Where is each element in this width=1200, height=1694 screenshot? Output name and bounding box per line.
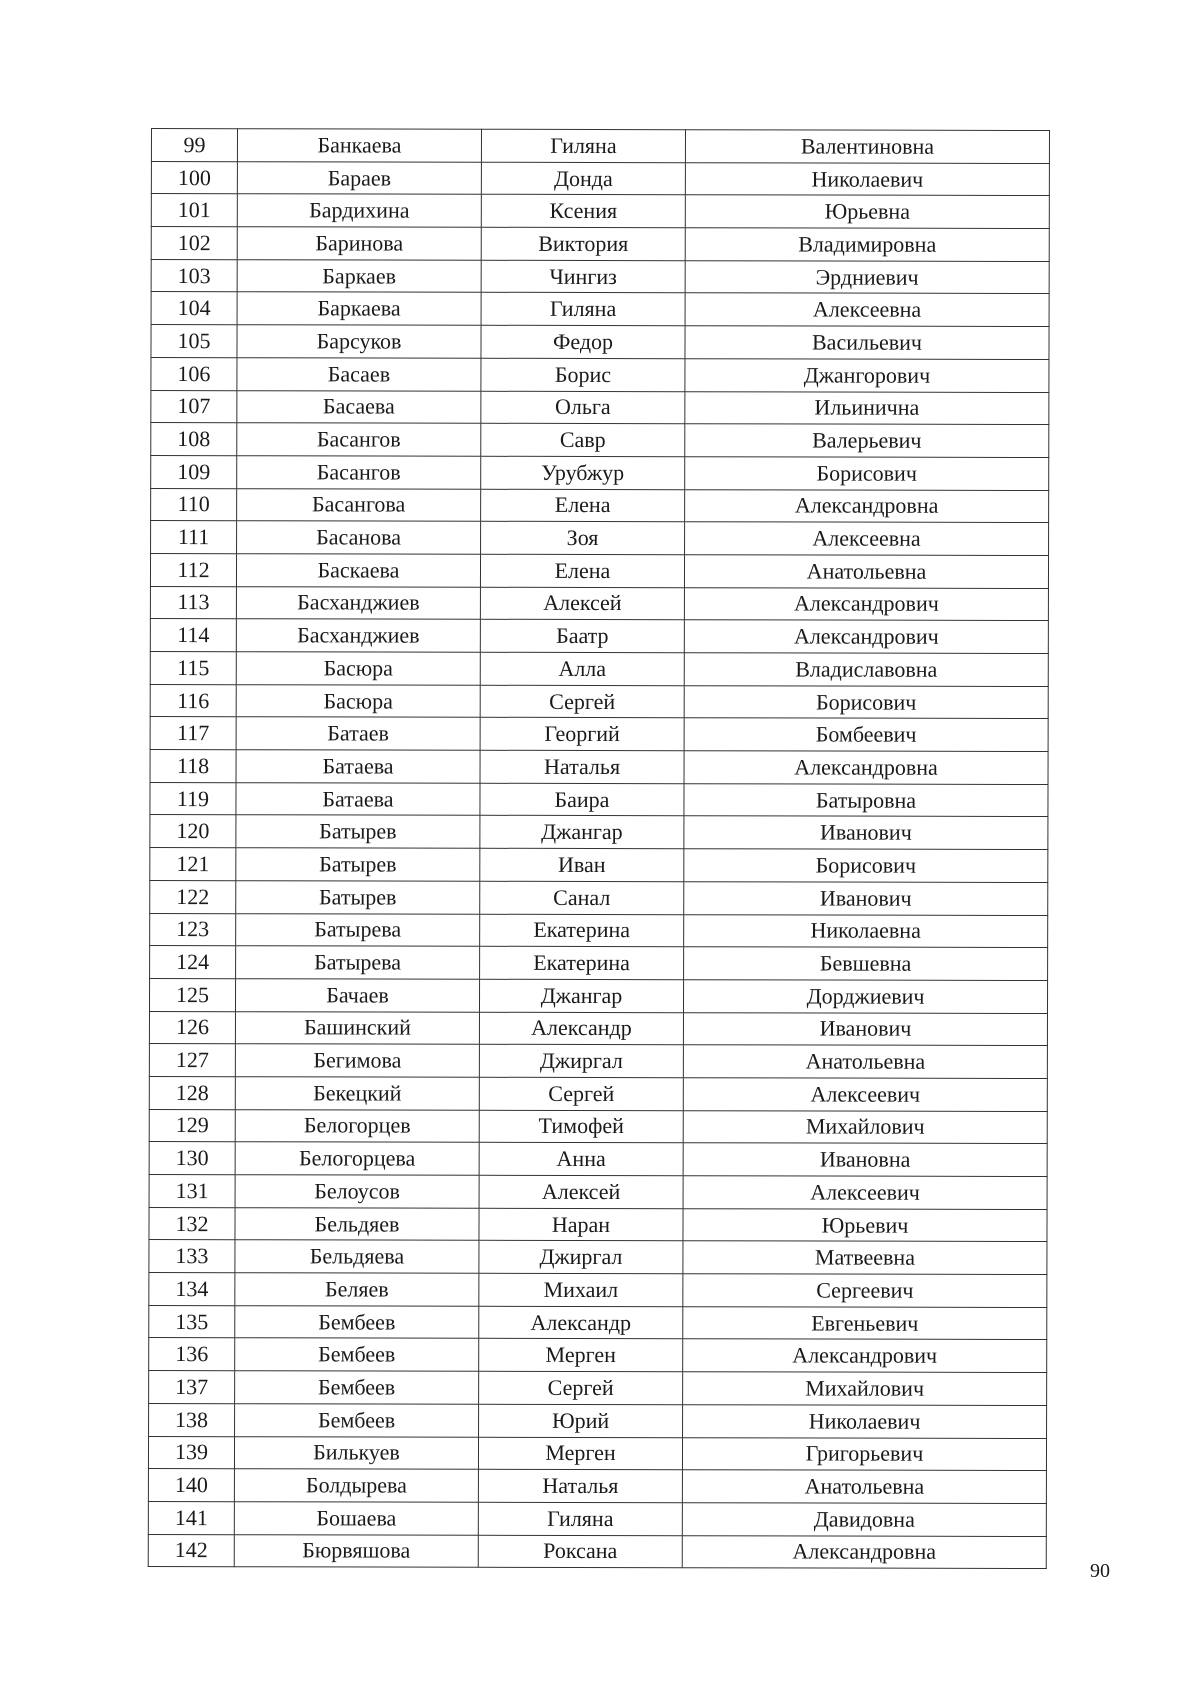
row-number-cell: 137 [149,1371,235,1404]
patronymic-cell: Сергеевич [683,1274,1047,1308]
row-number-cell: 110 [151,488,237,521]
patronymic-cell: Иванович [684,816,1048,850]
patronymic-cell: Владиславовна [684,653,1048,687]
last-name-cell: Басаева [237,390,481,423]
row-number-cell: 114 [150,619,236,652]
patronymic-cell: Джангорович [685,359,1049,393]
row-number-cell: 99 [151,129,237,162]
patronymic-cell: Владимировна [685,228,1049,262]
last-name-cell: Бембеев [235,1371,479,1404]
table-row [148,1534,1046,1569]
first-name-cell: Сергей [479,1371,683,1404]
first-name-cell: Борис [481,358,685,391]
last-name-cell: Беляев [235,1273,479,1306]
patronymic-cell: Батыровна [684,783,1048,817]
patronymic-cell: Бомбеевич [684,718,1048,752]
first-name-cell: Гиляна [481,129,685,162]
last-name-cell: Билькуев [234,1436,478,1469]
last-name-cell: Баскаева [236,554,480,587]
last-name-cell: Баркаева [237,292,481,325]
patronymic-cell: Анатольевна [683,1045,1047,1079]
last-name-cell: Бачаев [235,979,479,1012]
last-name-cell: Баринова [237,227,481,260]
table-row [148,1436,1046,1471]
last-name-cell: Белогорцева [235,1142,479,1175]
patronymic-cell: Алексеевич [683,1078,1047,1112]
table-row [148,1469,1046,1504]
patronymic-cell: Николаевич [685,162,1049,196]
table-row [150,848,1048,883]
first-name-cell: Санал [480,881,684,914]
row-number-cell: 119 [150,782,236,815]
patronymic-cell: Ильинична [685,391,1049,425]
row-number-cell: 129 [149,1109,235,1142]
row-number-cell: 103 [151,259,237,292]
patronymic-cell: Александрович [684,620,1048,654]
last-name-cell: Басангов [237,423,481,456]
first-name-cell: Баира [480,783,684,816]
first-name-cell: Наталья [478,1469,682,1502]
row-number-cell: 138 [149,1403,235,1436]
row-number-cell: 108 [151,423,237,456]
last-name-cell: Бегимова [235,1044,479,1077]
last-name-cell: Батаева [236,782,480,815]
first-name-cell: Мерген [478,1437,682,1470]
first-name-cell: Федор [481,325,685,358]
last-name-cell: Басханджиев [236,619,480,652]
row-number-cell: 117 [150,717,236,750]
last-name-cell: Бардихина [237,194,481,227]
patronymic-cell: Алексеевна [685,522,1049,556]
page-number: 90 [1090,1560,1110,1582]
first-name-cell: Елена [480,554,684,587]
first-name-cell: Роксана [478,1535,682,1568]
table-row [151,521,1049,556]
patronymic-cell: Александровна [685,489,1049,523]
table-row [151,423,1049,458]
last-name-cell: Бекецкий [235,1077,479,1110]
patronymic-cell: Юрьевна [685,195,1049,229]
table-row [149,1338,1047,1373]
last-name-cell: Бюрвяшова [234,1534,478,1567]
patronymic-cell: Борисович [684,849,1048,883]
first-name-cell: Мерген [479,1339,683,1372]
first-name-cell: Александр [479,1306,683,1339]
patronymic-cell: Алексеевич [683,1176,1047,1210]
last-name-cell: Басаев [237,358,481,391]
first-name-cell: Гиляна [478,1502,682,1535]
table-row [150,717,1048,752]
row-number-cell: 133 [149,1240,235,1273]
last-name-cell: Басанова [237,521,481,554]
row-number-cell: 113 [150,586,236,619]
table-row [150,815,1048,850]
table-row [151,259,1049,294]
last-name-cell: Батырева [236,946,480,979]
patronymic-cell: Григорьевич [682,1437,1046,1471]
patronymic-cell: Александровна [682,1535,1046,1569]
patronymic-cell: Дорджиевич [683,980,1047,1014]
patronymic-cell: Михайлович [683,1110,1047,1144]
first-name-cell: Алла [480,652,684,685]
first-name-cell: Баатр [480,620,684,653]
first-name-cell: Джангар [479,979,683,1012]
row-number-cell: 118 [150,750,236,783]
last-name-cell: Банкаева [237,129,481,162]
last-name-cell: Баркаев [237,259,481,292]
row-number-cell: 116 [150,684,236,717]
first-name-cell: Ольга [481,391,685,424]
table-row [150,619,1048,654]
patronymic-cell: Николаевич [683,1405,1047,1439]
first-name-cell: Алексей [479,1175,683,1208]
patronymic-cell: Иванович [684,882,1048,916]
row-number-cell: 134 [149,1273,235,1306]
table-row [150,782,1048,817]
last-name-cell: Басханджиев [236,586,480,619]
row-number-cell: 136 [149,1338,235,1371]
first-name-cell: Наталья [480,750,684,783]
table-row [150,684,1048,719]
last-name-cell: Батырев [236,815,480,848]
table-row [149,1273,1047,1308]
row-number-cell: 128 [149,1076,235,1109]
row-number-cell: 140 [148,1469,234,1502]
table-row [151,455,1049,490]
row-number-cell: 107 [151,390,237,423]
table-row [150,553,1048,588]
last-name-cell: Басюра [236,684,480,717]
patronymic-cell: Анатольевна [684,555,1048,589]
first-name-cell: Алексей [480,587,684,620]
first-name-cell: Александр [479,1012,683,1045]
first-name-cell: Наран [479,1208,683,1241]
row-number-cell: 139 [148,1436,234,1469]
first-name-cell: Екатерина [480,914,684,947]
table-row [151,129,1049,164]
patronymic-cell: Александрович [683,1339,1047,1373]
last-name-cell: Башинский [235,1011,479,1044]
table-row [149,1403,1047,1438]
first-name-cell: Джангар [480,816,684,849]
patronymic-cell: Юрьевич [683,1208,1047,1242]
last-name-cell: Батырев [236,881,480,914]
table-row [151,194,1049,229]
table-row [151,357,1049,392]
row-number-cell: 121 [150,848,236,881]
roster-table [148,128,1050,1569]
last-name-cell: Болдырева [234,1469,478,1502]
table-row [149,1174,1047,1209]
roster-table-body [148,129,1049,1569]
patronymic-cell: Михайлович [683,1372,1047,1406]
first-name-cell: Анна [479,1143,683,1176]
last-name-cell: Бельдяева [235,1240,479,1273]
last-name-cell: Барсуков [237,325,481,358]
table-row [151,161,1049,196]
row-number-cell: 115 [150,651,236,684]
table-row [151,488,1049,523]
last-name-cell: Батырева [236,913,480,946]
row-number-cell: 135 [149,1305,235,1338]
patronymic-cell: Эрдниевич [685,260,1049,294]
row-number-cell: 131 [149,1174,235,1207]
patronymic-cell: Николаевна [684,914,1048,948]
first-name-cell: Гиляна [481,293,685,326]
row-number-cell: 141 [148,1501,234,1534]
table-row [149,1076,1047,1111]
first-name-cell: Донда [481,162,685,195]
row-number-cell: 132 [149,1207,235,1240]
row-number-cell: 112 [150,553,236,586]
last-name-cell: Бембеев [235,1338,479,1371]
first-name-cell: Урубжур [481,456,685,489]
table-row [149,1044,1047,1079]
table-row [149,1240,1047,1275]
patronymic-cell: Иванович [683,1012,1047,1046]
table-row [149,978,1047,1013]
table-row [149,1371,1047,1406]
first-name-cell: Георгий [480,718,684,751]
row-number-cell: 106 [151,357,237,390]
first-name-cell: Иван [480,848,684,881]
row-number-cell: 100 [151,161,237,194]
patronymic-cell: Анатольевна [682,1470,1046,1504]
first-name-cell: Савр [481,423,685,456]
last-name-cell: Басюра [236,652,480,685]
first-name-cell: Елена [481,489,685,522]
row-number-cell: 120 [150,815,236,848]
table-row [151,227,1049,262]
first-name-cell: Юрий [479,1404,683,1437]
first-name-cell: Виктория [481,227,685,260]
table-row [149,1207,1047,1242]
first-name-cell: Джиргал [479,1044,683,1077]
table-row [150,651,1048,686]
row-number-cell: 105 [151,325,237,358]
last-name-cell: Бембеев [235,1404,479,1437]
last-name-cell: Бараев [237,161,481,194]
first-name-cell: Екатерина [480,946,684,979]
patronymic-cell: Борисович [684,685,1048,719]
last-name-cell: Басангова [237,488,481,521]
first-name-cell: Михаил [479,1273,683,1306]
last-name-cell: Батырев [236,848,480,881]
first-name-cell: Чингиз [481,260,685,293]
last-name-cell: Батаева [236,750,480,783]
row-number-cell: 125 [149,978,235,1011]
table-row [150,750,1048,785]
table-row [150,586,1048,621]
last-name-cell: Бошаева [234,1502,478,1535]
last-name-cell: Белоусов [235,1175,479,1208]
patronymic-cell: Давидовна [682,1503,1046,1537]
table-row [149,1142,1047,1177]
row-number-cell: 111 [151,521,237,554]
first-name-cell: Джиргал [479,1241,683,1274]
patronymic-cell: Борисович [685,457,1049,491]
patronymic-cell: Бевшевна [684,947,1048,981]
patronymic-cell: Васильевич [685,326,1049,360]
row-number-cell: 109 [151,455,237,488]
row-number-cell: 122 [150,880,236,913]
first-name-cell: Сергей [480,685,684,718]
table-row [151,390,1049,425]
table-row [149,1305,1047,1340]
last-name-cell: Белогорцев [235,1109,479,1142]
row-number-cell: 124 [150,946,236,979]
patronymic-cell: Валентиновна [685,130,1049,164]
table-row [150,946,1048,981]
patronymic-cell: Матвеевна [683,1241,1047,1275]
first-name-cell: Ксения [481,195,685,228]
row-number-cell: 127 [149,1044,235,1077]
row-number-cell: 130 [149,1142,235,1175]
patronymic-cell: Алексеевна [685,293,1049,327]
table-row [149,1011,1047,1046]
table-row [150,880,1048,915]
row-number-cell: 142 [148,1534,234,1567]
row-number-cell: 104 [151,292,237,325]
row-number-cell: 102 [151,227,237,260]
last-name-cell: Батаев [236,717,480,750]
first-name-cell: Сергей [479,1077,683,1110]
table-row [150,913,1048,948]
table-row [151,325,1049,360]
last-name-cell: Басангов [237,456,481,489]
row-number-cell: 123 [150,913,236,946]
patronymic-cell: Александрович [684,587,1048,621]
patronymic-cell: Евгеньевич [683,1306,1047,1340]
patronymic-cell: Ивановна [683,1143,1047,1177]
row-number-cell: 126 [149,1011,235,1044]
row-number-cell: 101 [151,194,237,227]
patronymic-cell: Александровна [684,751,1048,785]
last-name-cell: Бельдяев [235,1207,479,1240]
table-row [151,292,1049,327]
table-row [149,1109,1047,1144]
first-name-cell: Зоя [481,521,685,554]
first-name-cell: Тимофей [479,1110,683,1143]
patronymic-cell: Валерьевич [685,424,1049,458]
last-name-cell: Бембеев [235,1305,479,1338]
table-row [148,1501,1046,1536]
